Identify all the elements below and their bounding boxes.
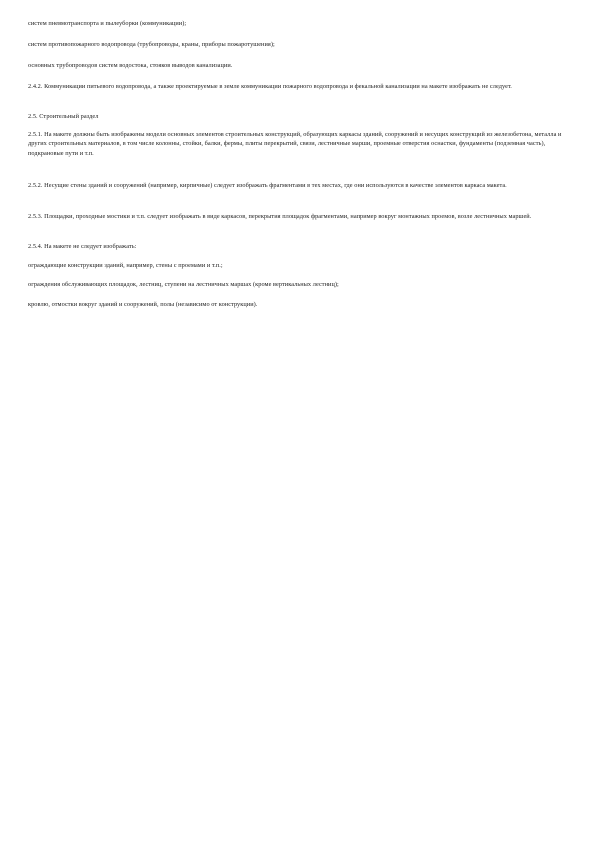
paragraph-pneumotransport: систем пневмотранспорта и пылеуборки (коммуникации); bbox=[28, 20, 187, 27]
paragraph-2-5-1: 2.5.1. На макете должны быть изображены модели основных элементов строительных конструкций, образующих каркасы зданий, сооружений и несущих конструкций из железобетона, металла и других строительных материалов, в том числе колонны, стойки, балки, фермы, плиты перекрытий, связи, лестничные марши, проемные отверстия оснастки, фундаменты (подземная часть), подкрановые пути и т.п. bbox=[28, 131, 562, 157]
paragraph-fire-water-supply: систем противопожарного водопровода (трубопроводы, краны, приборы пожаротушения); bbox=[28, 41, 275, 48]
paragraph-2-4-2: 2.4.2. Коммуникации питьевого водопровода, а также проектируемые в земле коммуникации пожарного водопровода и фекальной канализации на макете изображать не следует. bbox=[28, 83, 512, 90]
paragraph-drain-pipelines: основных трубопроводов систем водостока, стояков выводов канализации. bbox=[28, 62, 233, 69]
paragraph-enclosing-structures: ограждающие конструкции зданий, например, стены с проемами и т.п.; bbox=[28, 262, 223, 269]
paragraph-platform-railings: ограждения обслуживающих площадок, лестниц, ступени на лестничных маршах (кроме вертикальных лестниц); bbox=[28, 281, 339, 288]
section-heading-2-5: 2.5. Строительный раздел bbox=[28, 113, 99, 120]
paragraph-2-5-4: 2.5.4. На макете не следует изображать: bbox=[28, 243, 137, 250]
paragraph-roofing-floors: кровлю, отмостки вокруг зданий и сооружений, полы (независимо от конструкции). bbox=[28, 301, 258, 308]
paragraph-2-5-2: 2.5.2. Несущие стены зданий и сооружений (например, кирпичные) следует изображать фрагментами в тех местах, где они используются в качестве элементов каркаса макета. bbox=[28, 182, 507, 189]
paragraph-2-5-3: 2.5.3. Площадки, проходные мостики и т.п. следует изображать в виде каркасов, перекрытия площадок фрагментами, например вокруг монтажных проемов, возле лестничных маршей. bbox=[28, 213, 532, 220]
